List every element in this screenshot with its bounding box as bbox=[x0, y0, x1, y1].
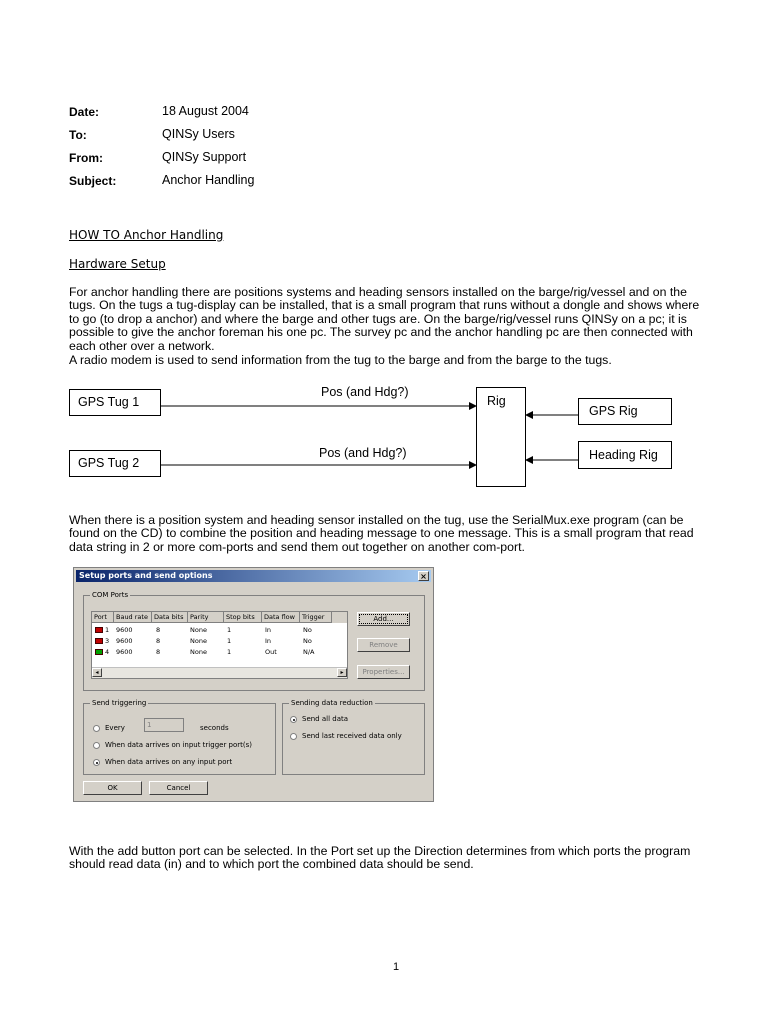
col-databits[interactable]: Data bits bbox=[152, 612, 188, 623]
row3-stopbits: 1 bbox=[227, 648, 232, 656]
col-port[interactable]: Port bbox=[92, 612, 114, 623]
trigger-port-radio[interactable] bbox=[93, 742, 100, 749]
col-dataflow[interactable]: Data flow bbox=[262, 612, 300, 623]
horizontal-scrollbar[interactable] bbox=[92, 667, 347, 678]
page-number: 1 bbox=[393, 961, 400, 973]
row2-baud: 9600 bbox=[116, 637, 133, 645]
send-triggering-title: Send triggering bbox=[92, 699, 147, 707]
row3-parity: None bbox=[190, 648, 207, 656]
list-header bbox=[92, 612, 347, 623]
gps-tug1-box: GPS Tug 1 bbox=[69, 389, 161, 416]
row1-trigger: No bbox=[303, 626, 312, 634]
radio-paragraph: A radio modem is used to send information from the tug to the barge and from the barge to the tugs. bbox=[69, 353, 612, 367]
arrow1-label: Pos (and Hdg?) bbox=[321, 385, 409, 399]
trigger-port-label: When data arrives on input trigger port(s) bbox=[105, 741, 253, 749]
remove-button[interactable]: Remove bbox=[357, 638, 410, 652]
intro-paragraph: For anchor handling there are positions systems and heading sensors installed on the barge/rig/vessel and on the tugs. On the tugs a tug-display can be installed, that is a small program that runs without a dongle and shows where to go (to drop a anchor) and where the barge and other tugs are. On the barge/rig/vessel runs QINSy on a pc; it is possible to give the anchor foreman his one pc. The survey pc and the anchor handling pc are then connected with each other over a network. bbox=[69, 285, 700, 353]
from-label: From: bbox=[69, 151, 103, 165]
arrow2-label: Pos (and Hdg?) bbox=[319, 446, 407, 460]
row1-flow: In bbox=[265, 626, 272, 634]
properties-button[interactable]: Properties... bbox=[357, 665, 410, 679]
gps-rig-box: GPS Rig bbox=[578, 398, 672, 425]
row2-parity: None bbox=[190, 637, 207, 645]
port-in-icon bbox=[95, 638, 103, 644]
date-label: Date: bbox=[69, 105, 100, 119]
com-ports-group-title: COM Ports bbox=[92, 591, 129, 599]
subject-label: Subject: bbox=[69, 174, 117, 188]
to-label: To: bbox=[69, 128, 87, 142]
ok-button[interactable]: OK bbox=[83, 781, 142, 795]
row1-port: 1 bbox=[105, 626, 110, 634]
every-seconds-input[interactable]: 1 bbox=[144, 718, 184, 732]
any-port-radio[interactable] bbox=[93, 759, 100, 766]
hardware-setup-heading: Hardware Setup bbox=[69, 257, 166, 271]
row2-trigger: No bbox=[303, 637, 312, 645]
row1-baud: 9600 bbox=[116, 626, 133, 634]
row2-databits: 8 bbox=[156, 637, 161, 645]
col-baud[interactable]: Baud rate bbox=[114, 612, 152, 623]
cancel-button[interactable]: Cancel bbox=[149, 781, 208, 795]
row3-port: 4 bbox=[105, 648, 110, 656]
dialog-titlebar bbox=[76, 570, 431, 582]
scroll-right-icon[interactable]: ▸ bbox=[337, 668, 347, 677]
date-value: 18 August 2004 bbox=[162, 104, 249, 118]
port-out-icon bbox=[95, 649, 103, 655]
send-all-label: Send all data bbox=[302, 715, 349, 723]
row3-flow: Out bbox=[265, 648, 277, 656]
com-ports-list[interactable] bbox=[91, 611, 348, 679]
seconds-label: seconds bbox=[200, 724, 229, 732]
send-last-label: Send last received data only bbox=[302, 732, 402, 740]
data-reduction-title: Sending data reduction bbox=[291, 699, 373, 707]
row2-port: 3 bbox=[105, 637, 110, 645]
serialmux-paragraph: When there is a position system and heading sensor installed on the tug, use the SerialMux.exe program (can be found on the CD) to combine the position and heading message to one message. This is a small program that read data string in 2 or more com-ports and send them out together on another com-port. bbox=[69, 513, 694, 554]
col-trigger[interactable]: Trigger bbox=[300, 612, 332, 623]
dialog-title: Setup ports and send options bbox=[79, 571, 213, 580]
subject-value: Anchor Handling bbox=[162, 173, 255, 187]
row1-stopbits: 1 bbox=[227, 626, 232, 634]
gps-tug2-box: GPS Tug 2 bbox=[69, 450, 161, 477]
port-in-icon bbox=[95, 627, 103, 633]
col-stopbits[interactable]: Stop bits bbox=[224, 612, 262, 623]
every-radio[interactable] bbox=[93, 725, 100, 732]
row1-parity: None bbox=[190, 626, 207, 634]
row3-databits: 8 bbox=[156, 648, 161, 656]
close-icon[interactable]: × bbox=[418, 571, 429, 581]
row3-baud: 9600 bbox=[116, 648, 133, 656]
row3-trigger: N/A bbox=[303, 648, 315, 656]
setup-ports-dialog bbox=[73, 567, 434, 802]
row2-stopbits: 1 bbox=[227, 637, 232, 645]
send-all-radio[interactable] bbox=[290, 716, 297, 723]
any-port-label: When data arrives on any input port bbox=[105, 758, 233, 766]
row1-databits: 8 bbox=[156, 626, 161, 634]
from-value: QINSy Support bbox=[162, 150, 247, 164]
col-parity[interactable]: Parity bbox=[188, 612, 224, 623]
scroll-left-icon[interactable]: ◂ bbox=[92, 668, 102, 677]
row2-flow: In bbox=[265, 637, 272, 645]
rig-box: Rig bbox=[476, 387, 526, 487]
send-last-radio[interactable] bbox=[290, 733, 297, 740]
to-value: QINSy Users bbox=[162, 127, 235, 141]
every-label: Every bbox=[105, 724, 125, 732]
heading-rig-box: Heading Rig bbox=[578, 441, 672, 469]
add-button-paragraph: With the add button port can be selected. In the Port set up the Direction determines from which ports the program should read data (in) and to which port the combined data should be send. bbox=[69, 844, 691, 872]
howto-heading: HOW TO Anchor Handling bbox=[69, 228, 224, 242]
add-button[interactable]: Add... bbox=[357, 612, 410, 626]
